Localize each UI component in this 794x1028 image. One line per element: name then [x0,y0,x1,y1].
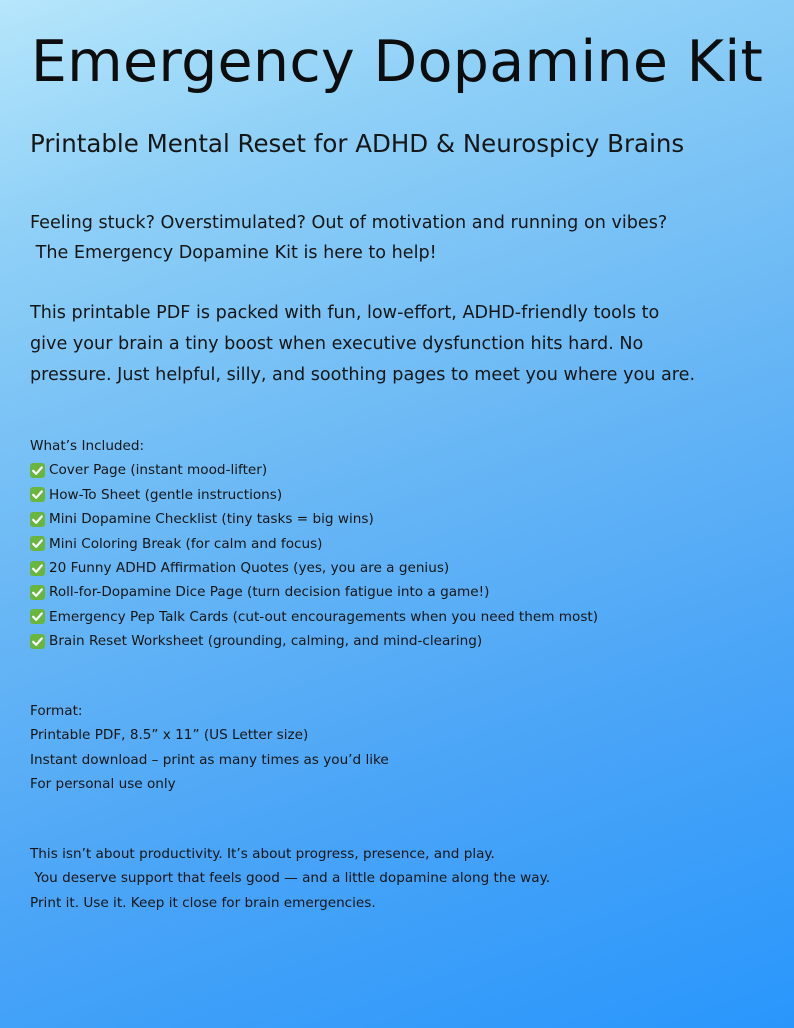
description-line-3: pressure. Just helpful, silly, and soothing pages to meet you where you are. [30,365,696,385]
list-item-label: Mini Coloring Break (for calm and focus) [49,535,323,552]
list-item [30,629,598,653]
check-mark-icon [30,609,45,624]
list-item-label: Brain Reset Worksheet (grounding, calming, and mind-clearing) [49,633,483,650]
intro-paragraph [30,208,667,268]
check-mark-icon [30,536,45,551]
check-mark-icon [30,634,45,649]
check-mark-icon [30,561,45,576]
closing-line-2: You deserve support that feels good — and a little dopamine along the way. [30,870,551,887]
list-item [30,532,598,556]
list-item-label: How-To Sheet (gentle instructions) [49,486,283,503]
description-paragraph [30,298,695,391]
list-item-label: 20 Funny ADHD Affirmation Quotes (yes, you are a genius) [49,559,450,576]
check-mark-icon [30,585,45,600]
check-mark-icon [30,512,45,527]
list-item [30,580,598,604]
closing-line-3: Print it. Use it. Keep it close for brain emergencies. [30,894,376,911]
format-line-3: For personal use only [30,776,176,793]
page-subtitle: Printable Mental Reset for ADHD & Neurospicy Brains [30,129,685,158]
page-title: Emergency Dopamine Kit [30,29,764,95]
description-line-2: give your brain a tiny boost when executive dysfunction hits hard. No [30,334,644,354]
whats-included-heading: What’s Included: [30,438,145,454]
check-mark-icon [30,487,45,502]
whats-included-section [30,434,598,654]
list-item [30,556,598,580]
closing-section [30,842,550,915]
list-item-label: Mini Dopamine Checklist (tiny tasks = big wins) [49,511,374,528]
format-line-1: Printable PDF, 8.5” x 11” (US Letter size) [30,727,309,744]
check-mark-icon [30,463,45,478]
included-list [30,458,598,653]
format-section [30,699,389,797]
list-item-label: Roll-for-Dopamine Dice Page (turn decision fatigue into a game!) [49,584,490,601]
list-item [30,458,598,482]
list-item [30,605,598,629]
list-item [30,507,598,531]
intro-line-2: The Emergency Dopamine Kit is here to help! [30,243,437,263]
list-item [30,483,598,507]
intro-line-1: Feeling stuck? Overstimulated? Out of motivation and running on vibes? [30,213,668,233]
format-heading: Format: [30,703,83,719]
format-line-2: Instant download – print as many times as you’d like [30,751,389,768]
description-line-1: This printable PDF is packed with fun, low-effort, ADHD-friendly tools to [30,303,660,323]
closing-line-1: This isn’t about productivity. It’s about progress, presence, and play. [30,846,495,862]
list-item-label: Emergency Pep Talk Cards (cut-out encouragements when you need them most) [49,608,599,625]
list-item-label: Cover Page (instant mood-lifter) [49,462,268,479]
